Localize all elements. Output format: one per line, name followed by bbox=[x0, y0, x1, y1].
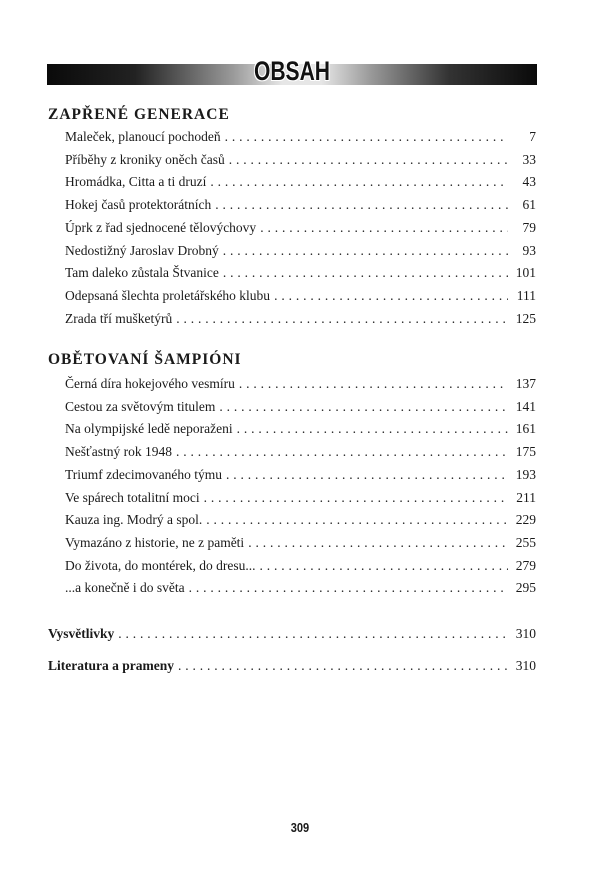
page-number: 309 bbox=[290, 820, 310, 835]
entry-page: 101 bbox=[515, 265, 536, 280]
dot-leader bbox=[219, 399, 508, 415]
dot-leader bbox=[229, 152, 508, 168]
toc-entry[interactable] bbox=[65, 174, 536, 194]
toc-entry[interactable] bbox=[48, 658, 536, 678]
toc-entry[interactable] bbox=[65, 243, 536, 263]
dot-leader bbox=[223, 265, 508, 281]
dot-leader bbox=[260, 220, 508, 236]
entry-page: 279 bbox=[515, 558, 536, 573]
dot-leader bbox=[118, 626, 508, 642]
entry-page: 255 bbox=[515, 535, 536, 550]
entry-page: 61 bbox=[522, 197, 536, 212]
dot-leader bbox=[225, 129, 508, 145]
dot-leader bbox=[274, 288, 508, 304]
entry-title: Vymazáno z historie, ne z paměti bbox=[65, 535, 245, 550]
dot-leader bbox=[215, 197, 508, 213]
toc-entry[interactable] bbox=[65, 444, 536, 464]
entry-title: Tam daleko zůstala Štvanice bbox=[65, 265, 219, 280]
section-heading: OBĚTOVANÍ ŠAMPIÓNI bbox=[48, 351, 242, 368]
dot-leader bbox=[206, 512, 508, 528]
dot-leader bbox=[259, 558, 508, 574]
toc-entry[interactable] bbox=[65, 535, 536, 555]
entry-title: ...a konečně i do světa bbox=[65, 580, 185, 595]
entry-page: 125 bbox=[515, 311, 536, 326]
dot-leader bbox=[189, 580, 508, 596]
entry-page: 137 bbox=[515, 376, 536, 391]
entry-title: Nedostižný Jaroslav Drobný bbox=[65, 243, 219, 258]
toc-entry[interactable] bbox=[65, 311, 536, 331]
toc-entry[interactable] bbox=[65, 197, 536, 217]
title-banner bbox=[47, 56, 537, 86]
toc-entry[interactable] bbox=[65, 399, 536, 419]
entry-page: 175 bbox=[515, 444, 536, 459]
dot-leader bbox=[210, 174, 508, 190]
section-heading: ZAPŘENÉ GENERACE bbox=[48, 106, 230, 123]
entry-title: Na olympijské ledě neporaženi bbox=[65, 421, 233, 436]
entry-page: 79 bbox=[522, 220, 536, 235]
entry-title: Hokej časů protektorátních bbox=[65, 197, 212, 212]
entry-title: Příběhy z kroniky oněch časů bbox=[65, 152, 225, 167]
entry-title: Literatura a prameny bbox=[48, 658, 174, 673]
entry-page: 310 bbox=[515, 626, 536, 641]
toc-entry[interactable] bbox=[65, 490, 536, 510]
page-title: OBSAH bbox=[253, 56, 331, 86]
toc-entry[interactable] bbox=[65, 129, 536, 149]
entry-page: 229 bbox=[515, 512, 536, 527]
dot-leader bbox=[178, 658, 508, 674]
dot-leader bbox=[204, 490, 508, 506]
entry-page: 7 bbox=[529, 129, 536, 144]
entry-title: Odepsaná šlechta proletářského klubu bbox=[65, 288, 271, 303]
entry-title: Nešťastný rok 1948 bbox=[65, 444, 173, 459]
entry-title: Maleček, planoucí pochodeň bbox=[65, 129, 221, 144]
entry-page: 43 bbox=[522, 174, 536, 189]
entry-title: Ve spárech totalitní moci bbox=[65, 490, 200, 505]
toc-entry[interactable] bbox=[65, 421, 536, 441]
entry-title: Do života, do montérek, do dresu... bbox=[65, 558, 256, 573]
entry-title: Hromádka, Citta a ti druzí bbox=[65, 174, 207, 189]
toc-entry[interactable] bbox=[65, 580, 536, 600]
dot-leader bbox=[176, 444, 508, 460]
toc-entry[interactable] bbox=[65, 558, 536, 578]
toc-entry[interactable] bbox=[65, 376, 536, 396]
dot-leader bbox=[239, 376, 508, 392]
entry-title: Černá díra hokejového vesmíru bbox=[65, 376, 235, 391]
entry-page: 161 bbox=[515, 421, 536, 436]
dot-leader bbox=[237, 421, 508, 437]
toc-entry[interactable] bbox=[65, 152, 536, 172]
entry-title: Zrada tří mušketýrů bbox=[65, 311, 173, 326]
entry-page: 141 bbox=[515, 399, 536, 414]
entry-title: Cestou za světovým titulem bbox=[65, 399, 216, 414]
entry-page: 310 bbox=[515, 658, 536, 673]
toc-entry[interactable] bbox=[48, 626, 536, 646]
toc-entry[interactable] bbox=[65, 265, 536, 285]
entry-title: Triumf zdecimovaného týmu bbox=[65, 467, 222, 482]
entry-page: 111 bbox=[516, 288, 536, 303]
dot-leader bbox=[176, 311, 508, 327]
dot-leader bbox=[223, 243, 508, 259]
entry-page: 211 bbox=[516, 490, 536, 505]
entry-title: Úprk z řad sjednocené tělovýchovy bbox=[65, 220, 257, 235]
toc-entry[interactable] bbox=[65, 220, 536, 240]
toc-entry[interactable] bbox=[65, 512, 536, 532]
toc-entry[interactable] bbox=[65, 288, 536, 308]
entry-title: Vysvětlivky bbox=[48, 626, 115, 641]
entry-page: 295 bbox=[515, 580, 536, 595]
toc-entry[interactable] bbox=[65, 467, 536, 487]
entry-page: 193 bbox=[515, 467, 536, 482]
dot-leader bbox=[226, 467, 508, 483]
dot-leader bbox=[248, 535, 508, 551]
entry-page: 93 bbox=[522, 243, 536, 258]
entry-title: Kauza ing. Modrý a spol. bbox=[65, 512, 203, 527]
entry-page: 33 bbox=[522, 152, 536, 167]
